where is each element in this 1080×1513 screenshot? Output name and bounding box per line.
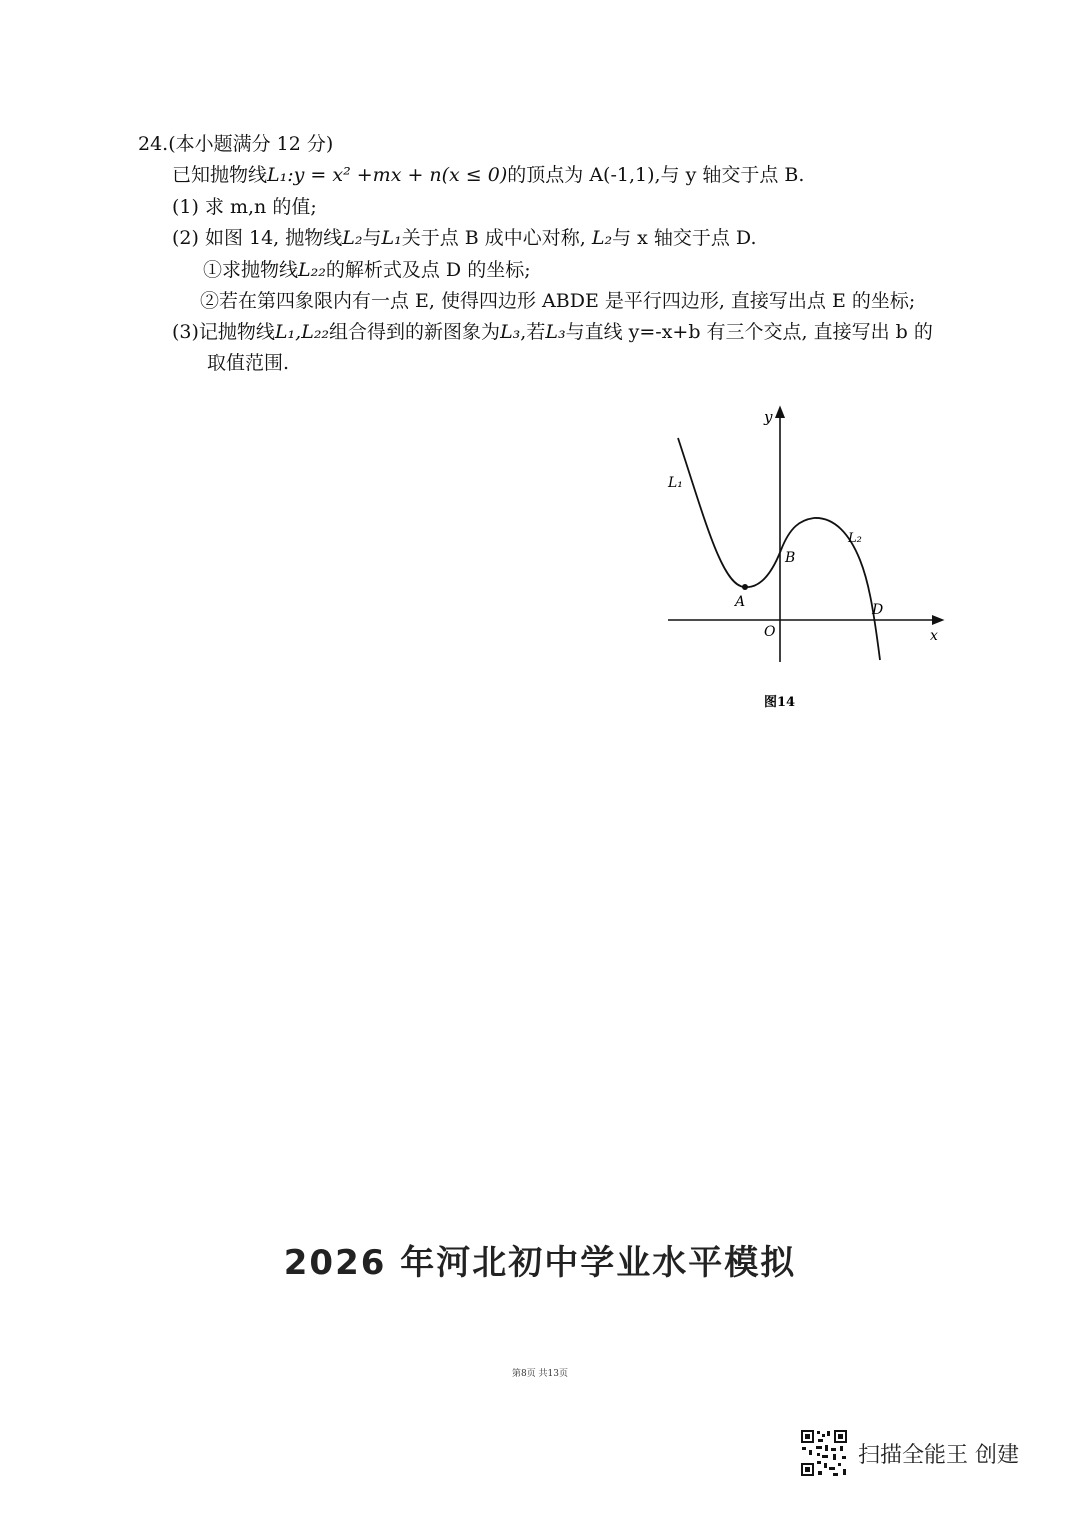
part2-end: 与 x 轴交于点 D. [612, 227, 757, 249]
question-intro [172, 163, 804, 187]
qr-code-icon [800, 1429, 848, 1477]
label-B: B [785, 550, 796, 566]
part2-L2: L₂ [342, 227, 363, 249]
part-2 [172, 226, 757, 250]
part3-mid: 组合得到的新图象为 [329, 321, 501, 343]
part-3-line-2: 取值范围. [207, 352, 290, 374]
part2-L2b: L₂ [591, 227, 613, 249]
label-origin: O [764, 624, 776, 640]
part-2-sub-1 [203, 258, 531, 282]
exam-title: 2026 年河北初中学业水平模拟 [283, 1243, 797, 1283]
parabola-figure [660, 400, 960, 720]
page-number: 第8页 共13页 [511, 1369, 569, 1379]
part-2-sub-2: ②若在第四象限内有一点 E, 使得四边形 ABDE 是平行四边形, 直接写出点 E 的坐标; [200, 290, 916, 312]
part3-mid2: ,若 [520, 321, 546, 343]
part2-suffix: 关于点 B 成中心对称, [401, 227, 592, 249]
sub1-prefix: ①求抛物线 [203, 259, 299, 281]
part3-L3b: L₃ [545, 321, 566, 343]
label-A: A [735, 594, 746, 610]
intro-prefix: 已知抛物线 [172, 164, 268, 186]
intro-formula: L₁:y = x² +mx + n(x ≤ 0) [267, 164, 508, 186]
figure-14 [660, 400, 960, 720]
label-D: D [872, 602, 884, 618]
curve-L2 [781, 518, 880, 660]
part3-L: L₁,L₂₂ [274, 321, 330, 343]
sub1-suffix: 的解析式及点 D 的坐标; [325, 259, 531, 281]
intro-suffix: 的顶点为 A(-1,1),与 y 轴交于点 B. [507, 164, 805, 186]
label-y: y [764, 408, 773, 426]
part2-mid: 与 [362, 227, 382, 249]
figure-caption: 图14 [764, 695, 796, 710]
question-header: 24.(本小题满分 12 分) [138, 133, 334, 155]
part-1: (1) 求 m,n 的值; [172, 196, 317, 218]
curve-L1 [678, 438, 781, 587]
part2-L1: L₁ [381, 227, 402, 249]
label-L2: L₂ [848, 531, 862, 546]
point-A [742, 584, 748, 590]
scanner-text: 扫描全能王 创建 [858, 1442, 1019, 1468]
part3-suffix: 与直线 y=-x+b 有三个交点, 直接写出 b 的 [565, 321, 933, 343]
sub1-L: L₂₂ [298, 259, 326, 281]
scanner-watermark [800, 1428, 1019, 1478]
part-3 [172, 320, 933, 344]
part2-prefix: (2) 如图 14, 抛物线 [172, 227, 343, 249]
part3-prefix: (3)记抛物线 [172, 321, 275, 343]
label-L1: L₁ [668, 475, 683, 491]
part3-L3: L₃ [500, 321, 521, 343]
label-x: x [930, 628, 938, 644]
